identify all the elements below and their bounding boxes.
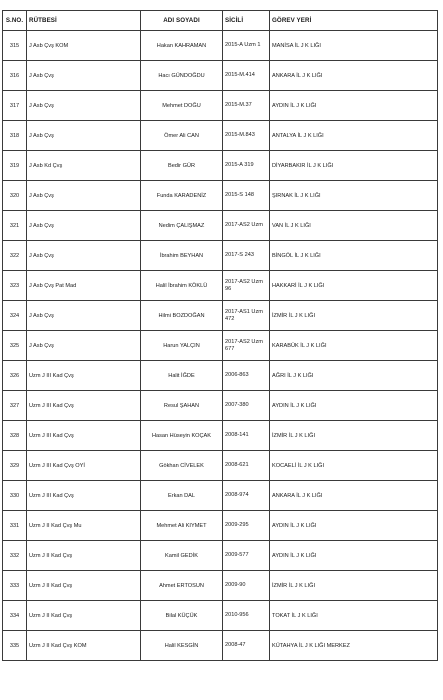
cell-gorev: DİYARBAKIR İL J K LIĞI (270, 151, 438, 181)
cell-sno: 324 (3, 301, 27, 331)
cell-gorev: KÜTAHYA İL J K LIĞI MERKEZ (270, 631, 438, 661)
cell-rutbe: Uzm J III Kad Çvş OYİ (27, 451, 141, 481)
cell-rutbe: J Asb Çvş (27, 121, 141, 151)
cell-sicil: 2015-M.414 (223, 61, 270, 91)
cell-sno: 328 (3, 421, 27, 451)
table-row (3, 331, 438, 361)
cell-gorev: AYDIN İL J K LIĞI (270, 91, 438, 121)
cell-ad-soyad: İbrahim BEYHAN (141, 241, 223, 271)
cell-gorev: HAKKARİ İL J K LIĞI (270, 271, 438, 301)
table-row (3, 31, 438, 61)
cell-sno: 325 (3, 331, 27, 361)
cell-sicil: 2010-956 (223, 601, 270, 631)
cell-sicil: 2009-90 (223, 571, 270, 601)
cell-gorev: İZMİR İL J K LIĞI (270, 301, 438, 331)
header-ad-soyad: ADI SOYADI (141, 11, 223, 31)
cell-ad-soyad: Funda KARADENİZ (141, 181, 223, 211)
cell-rutbe: J Asb Çvş (27, 241, 141, 271)
cell-sno: 332 (3, 541, 27, 571)
cell-rutbe: J Asb Kd Çvş (27, 151, 141, 181)
cell-rutbe: J Asb Çvş KOM (27, 31, 141, 61)
cell-rutbe: J Asb Çvş (27, 331, 141, 361)
cell-sno: 316 (3, 61, 27, 91)
cell-ad-soyad: Halil KESGİN (141, 631, 223, 661)
cell-ad-soyad: Bilal KÜÇÜK (141, 601, 223, 631)
cell-ad-soyad: Mehmet Ali KIYMET (141, 511, 223, 541)
table-row (3, 361, 438, 391)
cell-gorev: AĞRI İL J K LIĞI (270, 361, 438, 391)
cell-sno: 335 (3, 631, 27, 661)
table-body (3, 31, 438, 661)
table-row (3, 541, 438, 571)
cell-sno: 333 (3, 571, 27, 601)
cell-sicil: 2017-AS2 Uzm 677 (223, 331, 270, 361)
header-sicil: SİCİLİ (223, 11, 270, 31)
table-row (3, 271, 438, 301)
cell-gorev: KOCAELİ İL J K LIĞI (270, 451, 438, 481)
cell-ad-soyad: Halit İĞDE (141, 361, 223, 391)
cell-rutbe: Uzm J III Kad Çvş (27, 481, 141, 511)
cell-ad-soyad: Mehmet DOĞU (141, 91, 223, 121)
cell-sno: 327 (3, 391, 27, 421)
cell-sicil: 2015-A 319 (223, 151, 270, 181)
cell-ad-soyad: Kamil GEDİK (141, 541, 223, 571)
cell-rutbe: J Asb Çvş Pat Mad (27, 271, 141, 301)
table-row (3, 91, 438, 121)
cell-rutbe: J Asb Çvş (27, 211, 141, 241)
cell-sno: 321 (3, 211, 27, 241)
cell-gorev: ANTALYA İL J K LIĞI (270, 121, 438, 151)
cell-sno: 322 (3, 241, 27, 271)
cell-gorev: VAN İL J K LIĞI (270, 211, 438, 241)
table-row (3, 211, 438, 241)
table-row (3, 481, 438, 511)
cell-sicil: 2015-M.843 (223, 121, 270, 151)
cell-sicil: 2017-AS1 Uzm 472 (223, 301, 270, 331)
table-row (3, 631, 438, 661)
cell-gorev: KARABÜK İL J K LIĞI (270, 331, 438, 361)
cell-rutbe: Uzm J II Kad Çvş (27, 571, 141, 601)
cell-sno: 318 (3, 121, 27, 151)
cell-gorev: ANKARA İL J K LIĞI (270, 481, 438, 511)
cell-sicil: 2015-A Uzm 1 (223, 31, 270, 61)
cell-gorev: BİNGÖL İL J K LIĞI (270, 241, 438, 271)
cell-sicil: 2017-S 243 (223, 241, 270, 271)
cell-rutbe: Uzm J III Kad Çvş (27, 391, 141, 421)
cell-gorev: ANKARA İL J K LIĞI (270, 61, 438, 91)
header-row (3, 11, 438, 31)
cell-ad-soyad: Gökhan CİVELEK (141, 451, 223, 481)
cell-sno: 320 (3, 181, 27, 211)
cell-sicil: 2008-141 (223, 421, 270, 451)
table-row (3, 241, 438, 271)
cell-ad-soyad: Harun YALÇIN (141, 331, 223, 361)
cell-rutbe: J Asb Çvş (27, 301, 141, 331)
cell-ad-soyad: Nedim ÇALIŞMAZ (141, 211, 223, 241)
cell-sicil: 2008-974 (223, 481, 270, 511)
cell-sicil: 2015-S 148 (223, 181, 270, 211)
cell-gorev: AYDIN İL J K LIĞI (270, 511, 438, 541)
header-gorev: GÖREV YERİ (270, 11, 438, 31)
cell-sno: 330 (3, 481, 27, 511)
cell-sno: 317 (3, 91, 27, 121)
cell-rutbe: Uzm J II Kad Çvş KOM (27, 631, 141, 661)
table-row (3, 571, 438, 601)
cell-ad-soyad: Resul ŞAHAN (141, 391, 223, 421)
table-row (3, 151, 438, 181)
cell-ad-soyad: Hilmi BOZDOĞAN (141, 301, 223, 331)
cell-sicil: 2008-47 (223, 631, 270, 661)
cell-sno: 323 (3, 271, 27, 301)
cell-sicil: 2008-621 (223, 451, 270, 481)
table-row (3, 301, 438, 331)
cell-rutbe: J Asb Çvş (27, 91, 141, 121)
cell-ad-soyad: Ahmet ERTOSUN (141, 571, 223, 601)
cell-sicil: 2007-380 (223, 391, 270, 421)
personnel-table (2, 10, 438, 661)
cell-rutbe: Uzm J III Kad Çvş (27, 421, 141, 451)
cell-rutbe: Uzm J III Kad Çvş (27, 361, 141, 391)
cell-sicil: 2009-295 (223, 511, 270, 541)
header-sno: S.NO. (3, 11, 27, 31)
cell-ad-soyad: Erkan DAL (141, 481, 223, 511)
table-row (3, 421, 438, 451)
cell-sno: 315 (3, 31, 27, 61)
table-row (3, 181, 438, 211)
cell-gorev: AYDIN İL J K LIĞI (270, 541, 438, 571)
table-header (3, 11, 438, 31)
cell-ad-soyad: Hacı GÜNDOĞDU (141, 61, 223, 91)
cell-ad-soyad: Hasan Hüseyin KOÇAK (141, 421, 223, 451)
cell-rutbe: J Asb Çvş (27, 61, 141, 91)
cell-gorev: AYDIN İL J K LIĞI (270, 391, 438, 421)
cell-gorev: TOKAT İL J K LIĞI (270, 601, 438, 631)
cell-ad-soyad: Halil İbrahim KÖKLÜ (141, 271, 223, 301)
cell-sno: 319 (3, 151, 27, 181)
cell-gorev: ŞIRNAK İL J K LIĞI (270, 181, 438, 211)
cell-sicil: 2015-M.37 (223, 91, 270, 121)
cell-rutbe: Uzm J II Kad Çvş (27, 601, 141, 631)
cell-rutbe: J Asb Çvş (27, 181, 141, 211)
table-row (3, 511, 438, 541)
cell-gorev: İZMİR İL J K LIĞI (270, 421, 438, 451)
cell-sicil: 2009-577 (223, 541, 270, 571)
table-row (3, 451, 438, 481)
table-row (3, 601, 438, 631)
cell-rutbe: Uzm J II Kad Çvş Mu (27, 511, 141, 541)
cell-ad-soyad: Hakan KAHRAMAN (141, 31, 223, 61)
table-row (3, 391, 438, 421)
cell-sno: 326 (3, 361, 27, 391)
cell-ad-soyad: Bedir GÜR (141, 151, 223, 181)
cell-gorev: MANİSA İL J K LIĞI (270, 31, 438, 61)
cell-gorev: İZMİR İL J K LIĞI (270, 571, 438, 601)
cell-rutbe: Uzm J II Kad Çvş (27, 541, 141, 571)
cell-ad-soyad: Ömer Ali CAN (141, 121, 223, 151)
cell-sno: 334 (3, 601, 27, 631)
table-row (3, 61, 438, 91)
cell-sno: 331 (3, 511, 27, 541)
table-row (3, 121, 438, 151)
cell-sno: 329 (3, 451, 27, 481)
header-rutbe: RÜTBESİ (27, 11, 141, 31)
cell-sicil: 2017-AS2 Uzm (223, 211, 270, 241)
cell-sicil: 2017-AS2 Uzm 96 (223, 271, 270, 301)
cell-sicil: 2006-863 (223, 361, 270, 391)
